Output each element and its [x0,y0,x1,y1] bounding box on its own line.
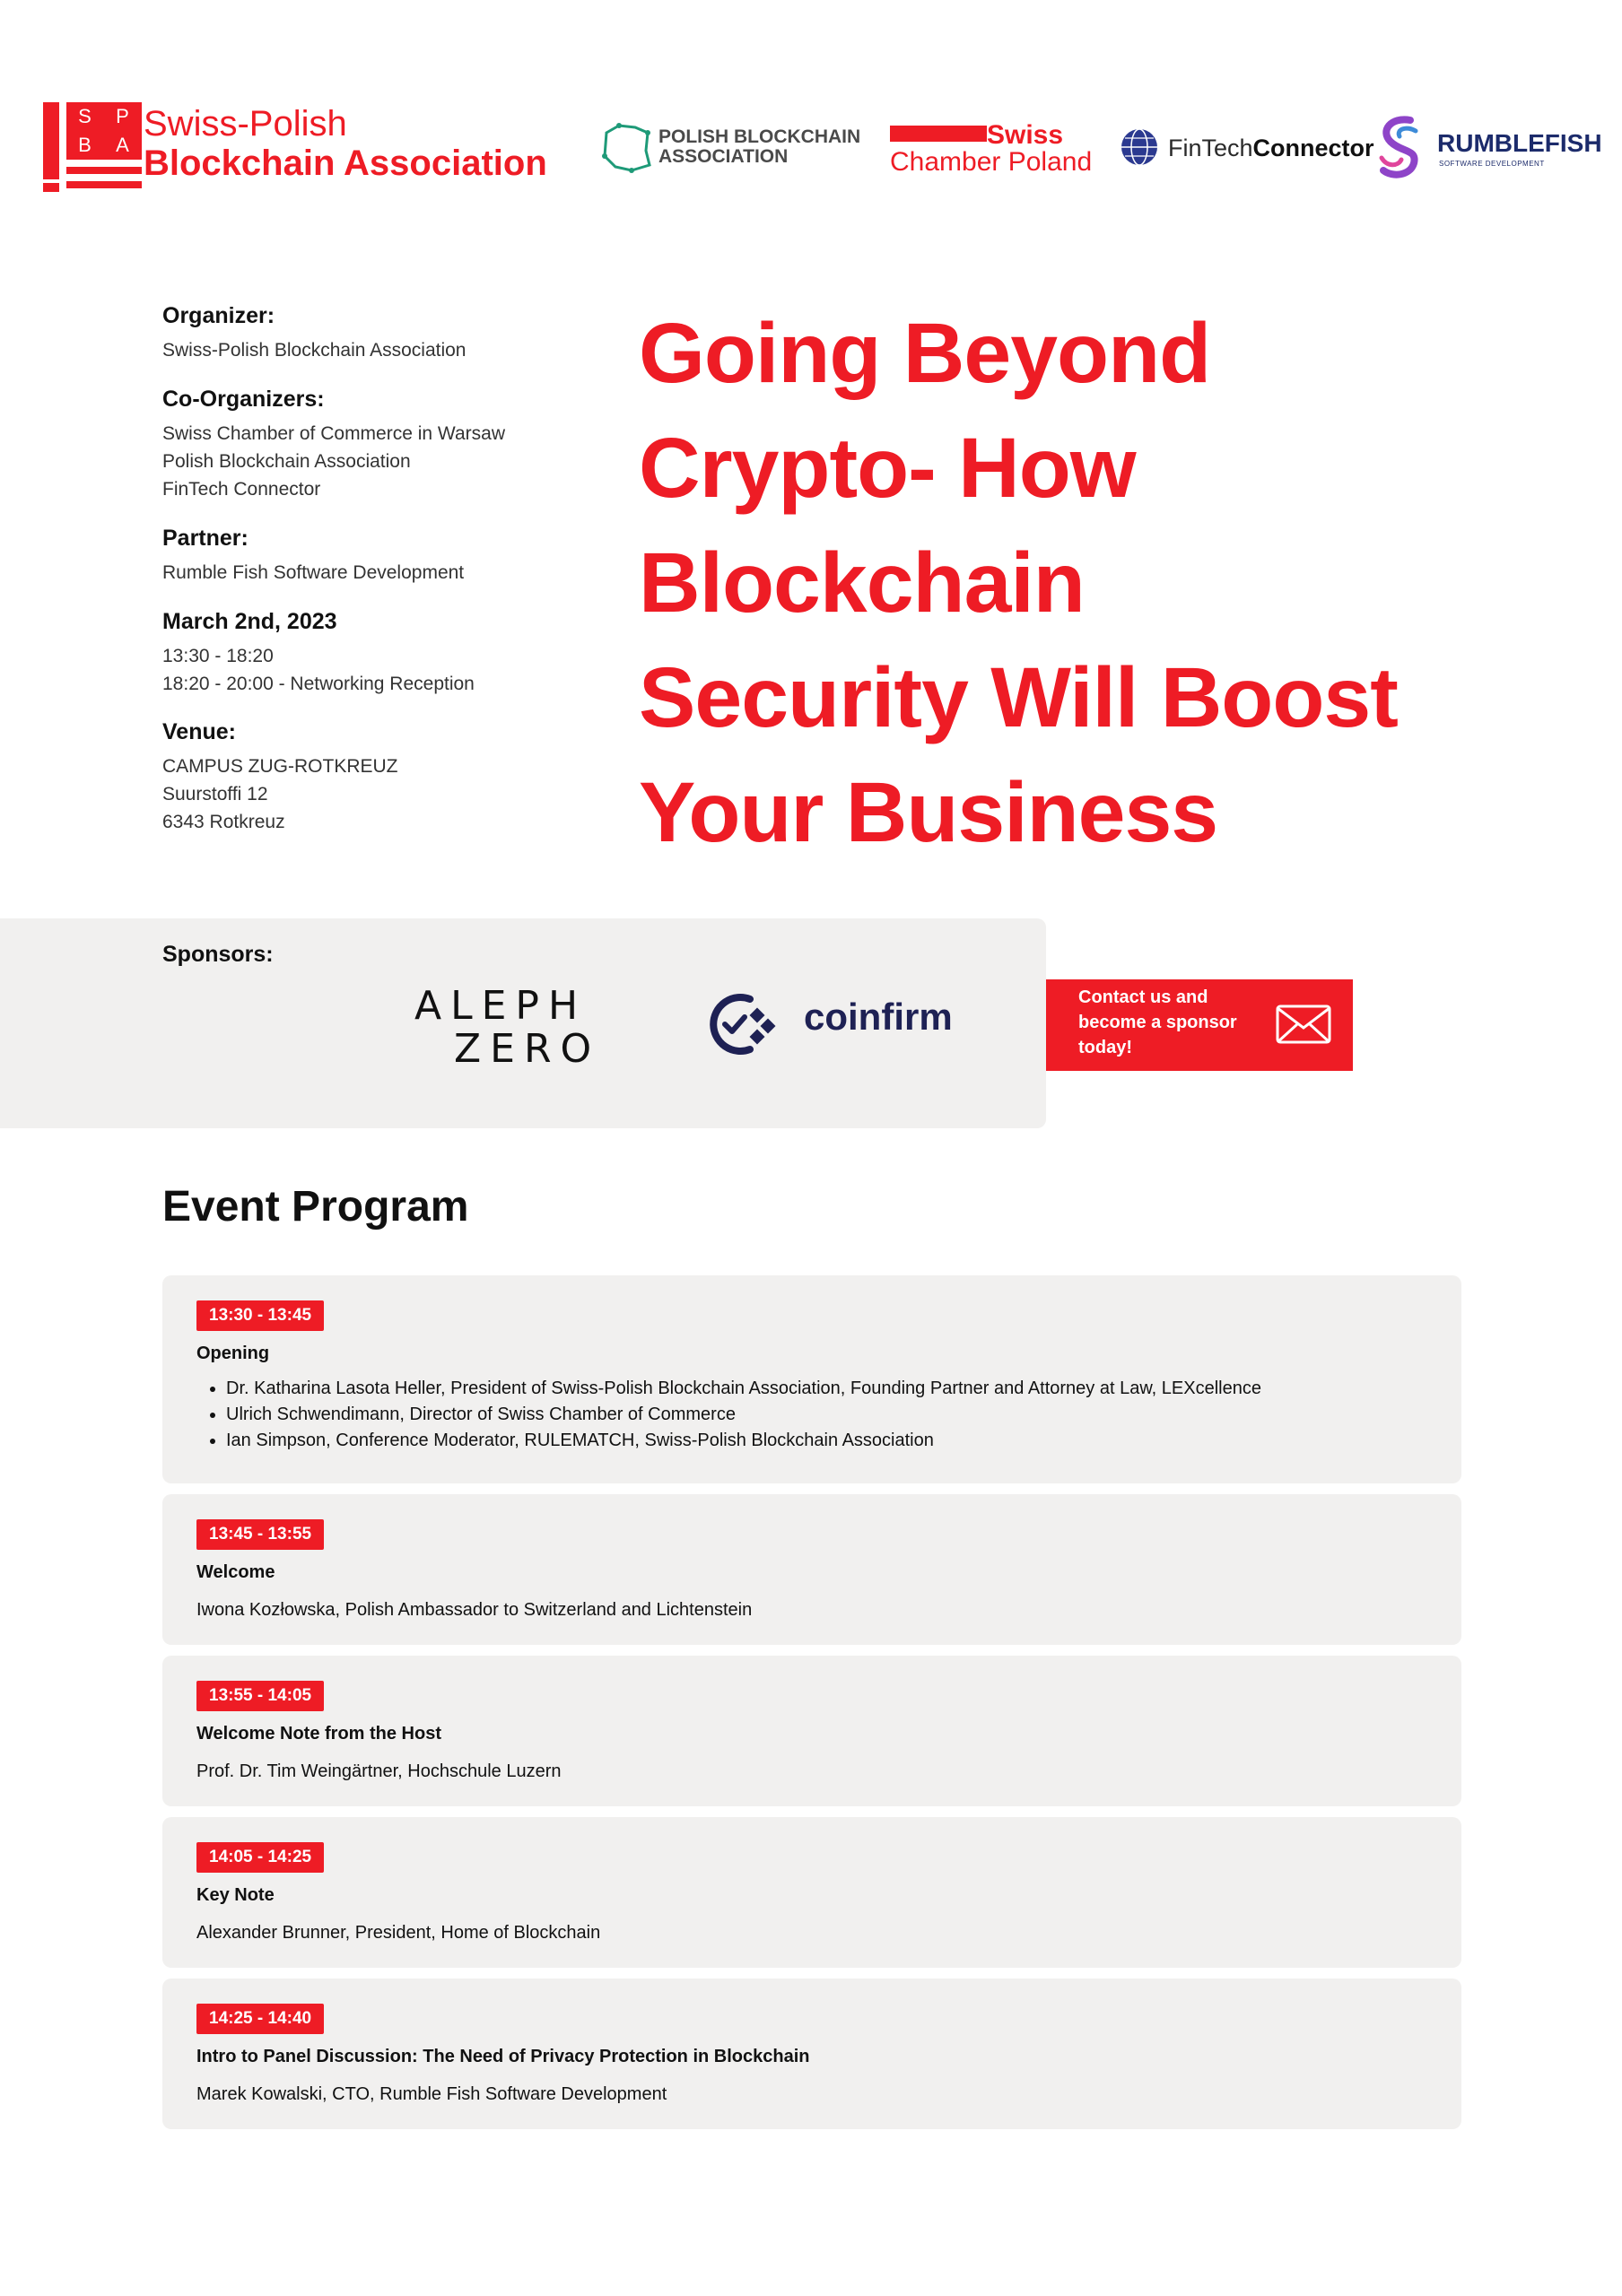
time-line: 13:30 - 18:20 [162,646,274,666]
co-organizer-line: Swiss Chamber of Commerce in Warsaw [162,423,505,444]
venue-heading: Venue: [162,719,236,744]
partner-heading: Partner: [162,526,249,551]
organizer-heading: Organizer: [162,303,275,328]
time-badge: 14:05 - 14:25 [196,1842,324,1873]
polish-blockchain-association-logo [599,120,868,174]
connector-word: Connector [1252,135,1374,161]
program-item-speaker: Prof. Dr. Tim Weingärtner, Hochschule Luzern [196,1761,562,1781]
time-badge: 14:25 - 14:40 [196,2004,324,2034]
program-item [162,1817,1461,1968]
title-line: Security Will Boost [639,650,1398,745]
pba-name-line1: POLISH BLOCKCHAIN [658,126,861,147]
coinfirm-check-icon [703,990,784,1058]
organizer-block [162,303,629,364]
co-organizer-line: FinTech Connector [162,479,321,500]
time-badge: 13:45 - 13:55 [196,1519,324,1550]
title-line: Going Beyond [639,306,1211,401]
speaker-list-item: • Ian Simpson, Conference Moderator, RULEMATCH, Swiss-Polish Blockchain Association [226,1428,1261,1454]
program-item [162,1656,1461,1806]
speaker-list-item: • Ulrich Schwendimann, Director of Swiss Chamber of Commerce [226,1402,1261,1428]
envelope-icon [1276,1004,1331,1044]
coinfirm-word: coinfirm [804,996,953,1038]
venue-line: 6343 Rotkreuz [162,812,285,832]
coinfirm-logo [703,987,972,1058]
swiss-chamber-poland-logo [890,120,1098,179]
pba-name-line2: ASSOCIATION [658,146,789,167]
program-item-speaker: Iwona Kozłowska, Polish Ambassador to Switzerland and Lichtenstein [196,1600,753,1620]
rumblefish-sub: SOFTWARE DEVELOPMENT [1439,160,1545,168]
sponsors-label: Sponsors: [162,942,274,967]
become-sponsor-button[interactable] [1046,979,1353,1071]
spba-mark-letter: S [78,105,92,127]
program-item [162,1494,1461,1645]
spba-name-line2: Blockchain Association [144,144,547,183]
fintech-word: FinTech [1168,135,1253,161]
program-item-title: Key Note [196,1885,275,1905]
event-program-title: Event Program [162,1183,469,1231]
contact-line: today! [1078,1038,1132,1057]
spba-mark-letter: A [116,134,130,156]
rumblefish-name: RUMBLEFISH [1437,129,1602,157]
co-organizer-line: Polish Blockchain Association [162,451,411,472]
contact-line: Contact us and [1078,987,1208,1007]
program-item-title: Welcome Note from the Host [196,1724,441,1744]
partner-line: Rumble Fish Software Development [162,562,465,583]
poland-map-icon [599,120,653,174]
swiss-flag-bar-icon [890,126,987,142]
spba-mark-letter: P [116,105,130,127]
program-item [162,1275,1461,1483]
co-organizers-heading: Co-Organizers: [162,387,325,412]
venue-line: Suurstoffi 12 [162,784,268,804]
time-badge: 13:30 - 13:45 [196,1300,324,1331]
swiss-chamber-word: Swiss [987,120,1064,150]
program-item-speaker: Alexander Brunner, President, Home of Blockchain [196,1923,601,1943]
spba-logo [43,97,590,192]
title-line: Crypto- How [639,421,1136,516]
swiss-chamber-sub: Chamber Poland [890,147,1093,177]
globe-icon [1120,127,1159,167]
fintech-connector-logo [1120,127,1374,169]
time-badge: 13:55 - 14:05 [196,1681,324,1711]
fish-swirl-icon [1374,113,1426,183]
aleph-word: ALEPH [414,983,588,1029]
organizer-line: Swiss-Polish Blockchain Association [162,340,467,361]
program-item-title: Intro to Panel Discussion: The Need of Privacy Protection in Blockchain [196,2047,810,2066]
spba-name-line1: Swiss-Polish [144,104,347,144]
title-line: Blockchain [639,535,1085,631]
speaker-list-item: • Dr. Katharina Lasota Heller, President of Swiss-Polish Blockchain Association, Founding Partner and Attorney at Law, LEXcellence [226,1376,1261,1402]
zero-word: ZERO [454,1026,601,1072]
program-item-speaker: Marek Kowalski, CTO, Rumble Fish Software Development [196,2084,667,2104]
program-item-title: Opening [196,1344,270,1363]
contact-line: become a sponsor [1078,1013,1237,1032]
co-organizers-block [162,387,629,503]
spba-logo-mark [43,97,142,192]
event-title [639,296,1590,870]
program-item [162,1979,1461,2129]
speaker-list [196,1376,1261,1454]
date-block [162,609,629,698]
aleph-zero-logo [414,985,603,1071]
partner-block [162,526,629,587]
venue-block [162,719,629,836]
program-item-title: Welcome [196,1562,275,1582]
title-line: Your Business [639,765,1218,860]
time-line: 18:20 - 20:00 - Networking Reception [162,674,475,694]
rumblefish-logo [1374,113,1602,185]
date-heading: March 2nd, 2023 [162,609,337,634]
spba-mark-letter: B [78,134,92,156]
venue-line: CAMPUS ZUG-ROTKREUZ [162,756,398,777]
